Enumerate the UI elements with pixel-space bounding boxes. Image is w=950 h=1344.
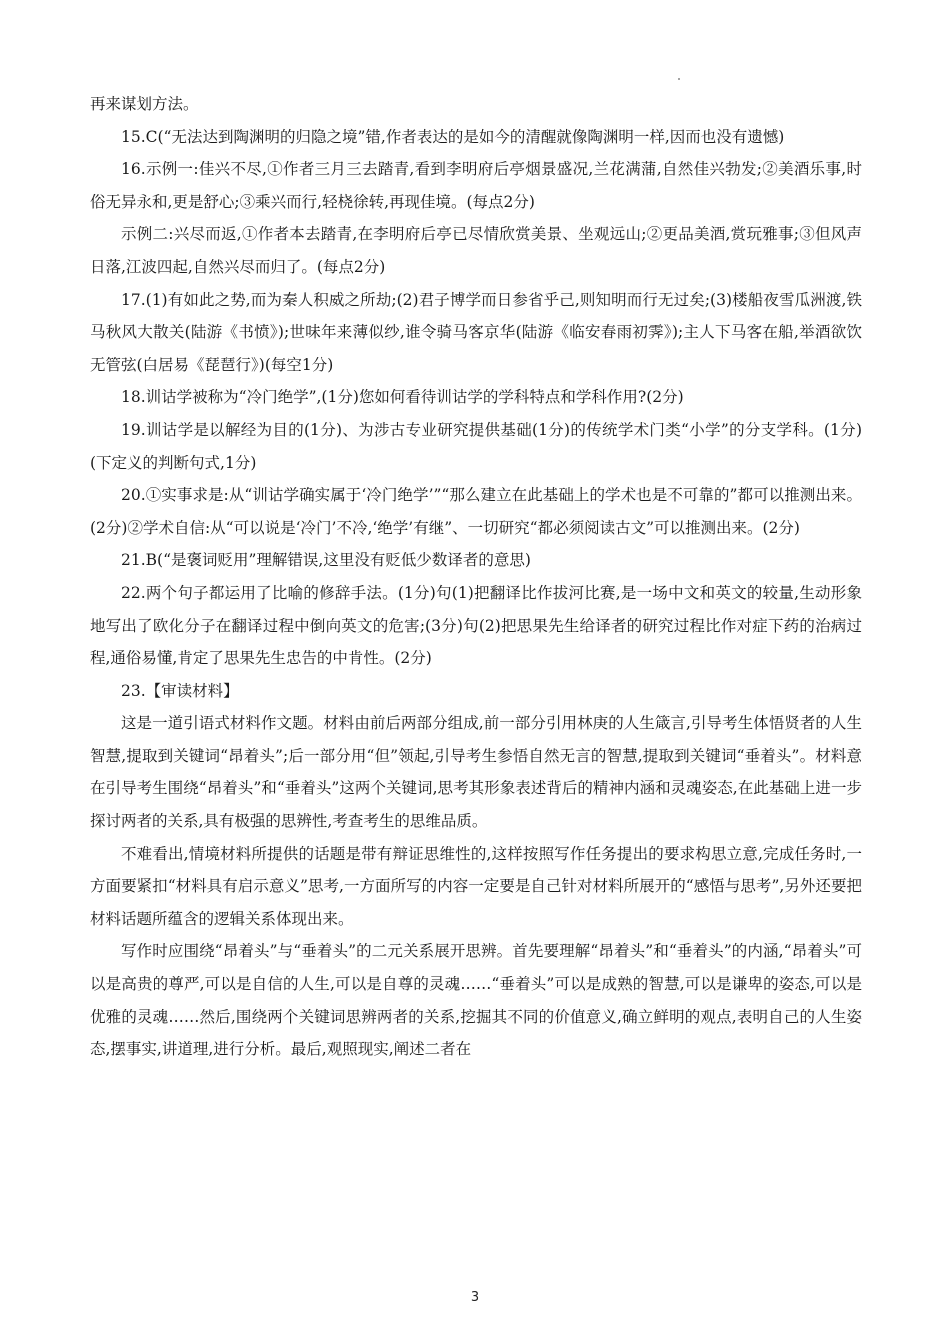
paragraph-13: 写作时应围绕“昂着头”与“垂着头”的二元关系展开思辨。首先要理解“昂着头”和“垂着头”的内涵,“昂着头”可以是高贵的尊严,可以是自信的人生,可以是自尊的灵魂……“垂着头”可以是成熟的智慧,可以是谦卑的姿态,可以是优雅的灵魂……然后,围绕两个关键词思辨两者的关系,挖掘其不同的价值意义,确立鲜明的观点,表明自己的人生姿态,摆事实,讲道理,进行分析。最后,观照现实,阐述二者在 bbox=[90, 942, 862, 1059]
scan-mark bbox=[678, 78, 680, 80]
paragraph-3: 示例二:兴尽而返,①作者本去踏青,在李明府后亭已尽情欣赏美景、坐观远山;②更品美酒,赏玩雅事;③但风声日落,江波四起,自然兴尽而归了。(每点2分) bbox=[90, 225, 862, 276]
paragraph-1: 15.C(“无法达到陶渊明的归隐之境”错,作者表达的是如今的清醒就像陶渊明一样,因而也没有遗憾) bbox=[121, 127, 785, 146]
paragraph-11: 这是一道引语式材料作文题。材料由前后两部分组成,前一部分引用林庚的人生箴言,引导考生体悟贤者的人生智慧,提取到关键词“昂着头”;后一部分用“但”领起,引导考生参悟自然无言的智慧,提取到关键词“垂着头”。材料意在引导考生围绕“昂着头”和“垂着头”这两个关键词,思考其形象表述背后的精神内涵和灵魂姿态,在此基础上进一步探讨两者的关系,具有极强的思辨性,考查考生的思维品质。 bbox=[90, 714, 862, 831]
paragraph-2: 16.示例一:佳兴不尽,①作者三月三去踏青,看到李明府后亭烟景盛况,兰花满蒲,自然佳兴勃发;②美酒乐事,时俗无异永和,更是舒心;③乘兴而行,轻桡徐转,再现佳境。(每点2分) bbox=[90, 160, 862, 211]
paragraph-4: 17.(1)有如此之势,而为秦人积威之所劫;(2)君子博学而日参省乎己,则知明而行无过矣;(3)楼船夜雪瓜洲渡,铁马秋风大散关(陆游《书愤》);世味年来薄似纱,谁令骑马客京华(陆游《临安春雨初霁》);主人下马客在船,举酒欲饮无管弦(白居易《琵琶行》)(每空1分) bbox=[90, 290, 862, 374]
paragraph-12: 不难看出,情境材料所提供的话题是带有辩证思维性的,这样按照写作任务提出的要求构思立意,完成任务时,一方面要紧扣“材料具有启示意义”思考,一方面所写的内容一定要是自己针对材料所展开的“感悟与思考”,另外还要把材料话题所蕴含的逻辑关系体现出来。 bbox=[90, 844, 862, 928]
page-number: 3 bbox=[470, 1290, 480, 1305]
paragraph-0: 再来谋划方法。 bbox=[90, 95, 199, 113]
paragraph-5: 18.训诂学被称为“冷门绝学”,(1分)您如何看待训诂学的学科特点和学科作用?(2分) bbox=[121, 388, 684, 407]
document-body bbox=[90, 88, 862, 1066]
paragraph-6: 19.训诂学是以解经为目的(1分)、为涉古专业研究提供基础(1分)的传统学术门类“小学”的分支学科。(1分)(下定义的判断句式,1分) bbox=[90, 420, 862, 472]
paragraph-9: 22.两个句子都运用了比喻的修辞手法。(1分)句(1)把翻译比作拔河比赛,是一场中文和英文的较量,生动形象地写出了欧化分子在翻译过程中倒向英文的危害;(3分)句(2)把思果先生给译者的研究过程比作对症下药的治病过程,通俗易懂,肯定了思果先生忠告的中肯性。(2分) bbox=[90, 583, 862, 668]
paragraph-10: 23.【审读材料】 bbox=[121, 681, 239, 700]
paragraph-7: 20.①实事求是:从“训诂学确实属于‘冷门绝学’”“那么建立在此基础上的学术也是不可靠的”都可以推测出来。(2分)②学术自信:从“可以说是‘冷门’不冷,‘绝学’有继”、一切研究“都必须阅读古文”可以推测出来。(2分) bbox=[90, 486, 862, 537]
paragraph-8: 21.B(“是褒词贬用”理解错误,这里没有贬低少数译者的意思) bbox=[121, 551, 531, 570]
